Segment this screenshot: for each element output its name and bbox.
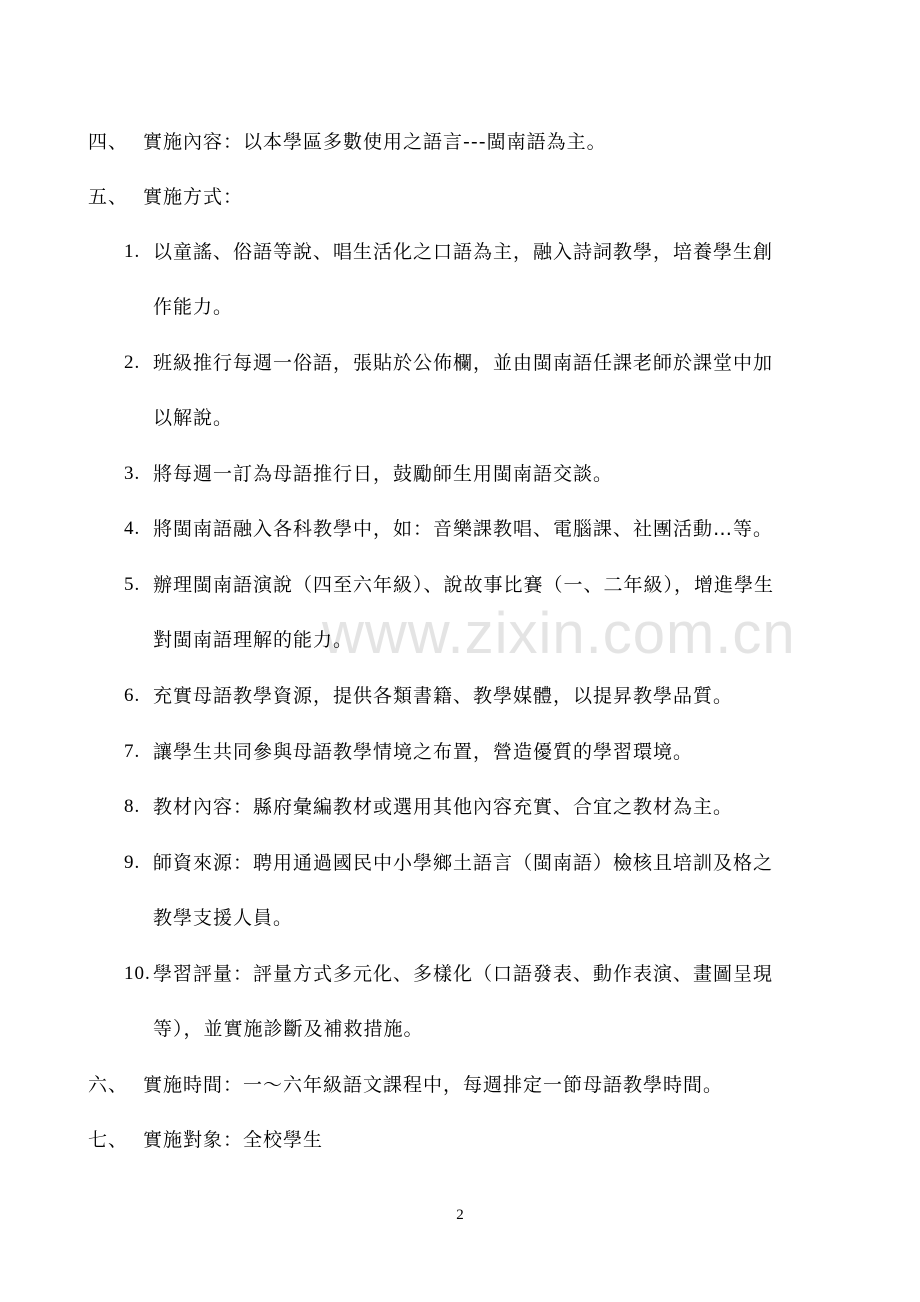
page-number: 2	[456, 1207, 464, 1223]
list-item-number: 5.	[124, 574, 141, 595]
section-number: 五、	[88, 186, 129, 208]
list-item-text: 將閩南語融入各科教學中，如：音樂課教唱、電腦課、社團活動…等。	[153, 518, 774, 540]
section-number: 七、	[88, 1129, 129, 1151]
list-item-text: 班級推行每週一俗語，張貼於公佈欄，並由閩南語任課老師於課堂中加	[153, 352, 774, 374]
list-item-number: 3.	[124, 463, 141, 484]
list-item-number: 1.	[124, 241, 141, 262]
list-item-text: 充實母語教學資源，提供各類書籍、教學媒體，以提昇教學品質。	[153, 685, 734, 707]
list-item-text: 辦理閩南語演說（四至六年級）、說故事比賽（一、二年級），增進學生	[153, 574, 775, 596]
list-item-number: 10.	[124, 963, 151, 984]
watermark: www.zixin.com.cn	[322, 601, 796, 666]
list-item-text: 以童謠、俗語等說、唱生活化之口語為主，融入詩詞教學，培養學生創	[153, 241, 774, 263]
list-item-text: 將每週一訂為母語推行日，鼓勵師生用閩南語交談。	[153, 463, 614, 485]
section-number: 四、	[88, 131, 129, 153]
list-item-number: 9.	[124, 852, 141, 873]
list-item-text: 作能力。	[153, 296, 234, 318]
section-text: 實施方式：	[143, 186, 244, 208]
list-item-text: 教學支援人員。	[153, 907, 294, 929]
section-number: 六、	[88, 1074, 129, 1096]
list-item-text: 讓學生共同參與母語教學情境之布置，營造優質的學習環境。	[153, 741, 694, 763]
list-item-text: 等），並實施診斷及補救措施。	[153, 1018, 424, 1040]
list-item-number: 8.	[124, 796, 141, 817]
section-text: 實施內容：以本學區多數使用之語言---閩南語為主。	[143, 131, 607, 153]
list-item-text: 師資來源：聘用通過國民中小學鄉土語言（閩南語）檢核且培訓及格之	[153, 852, 774, 874]
section-text: 實施時間：一～六年級語文課程中，每週排定一節母語教學時間。	[143, 1074, 724, 1096]
list-item-text: 對閩南語理解的能力。	[153, 629, 354, 651]
list-item-number: 7.	[124, 741, 141, 762]
list-item-number: 4.	[124, 518, 141, 539]
section-text: 實施對象：全校學生	[143, 1129, 324, 1151]
list-item-number: 2.	[124, 352, 141, 373]
list-item-text: 以解說。	[153, 407, 234, 429]
list-item-number: 6.	[124, 685, 141, 706]
list-item-text: 教材內容：縣府彙編教材或選用其他內容充實、合宜之教材為主。	[153, 796, 734, 818]
list-item-text: 學習評量：評量方式多元化、多樣化（口語發表、動作表演、畫圖呈現	[153, 963, 774, 985]
